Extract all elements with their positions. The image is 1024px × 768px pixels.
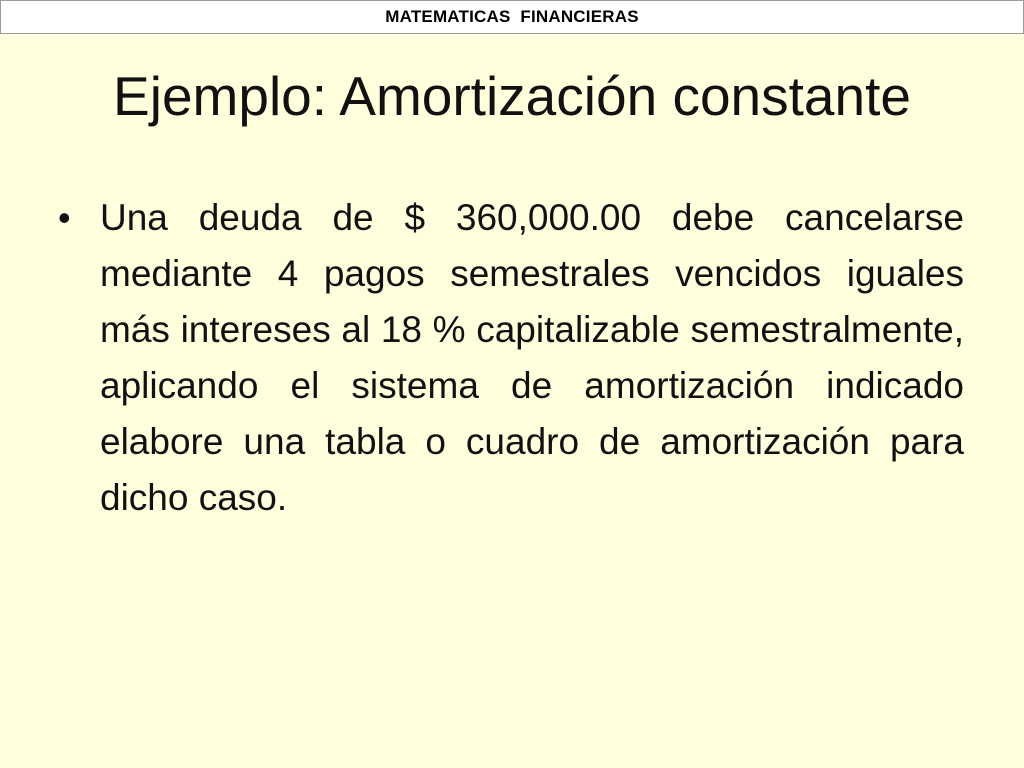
bullet-text: Una deuda de $ 360,000.00 debe cancelarse mediante 4 pagos semestrales vencidos iguales más intereses al 18 % capitalizable semestralmente, aplicando el sistema de amortización indicado elabore una tabla o cuadro de amortización para dicho caso. [100,197,964,518]
slide-title: Ejemplo: Amortización constante [113,65,911,127]
slide-content [58,190,964,526]
header-bar [0,0,1024,34]
bullet-marker: • [58,197,71,238]
bullet-item [58,190,964,526]
header-title: MATEMATICAS FINANCIERAS [385,7,639,26]
